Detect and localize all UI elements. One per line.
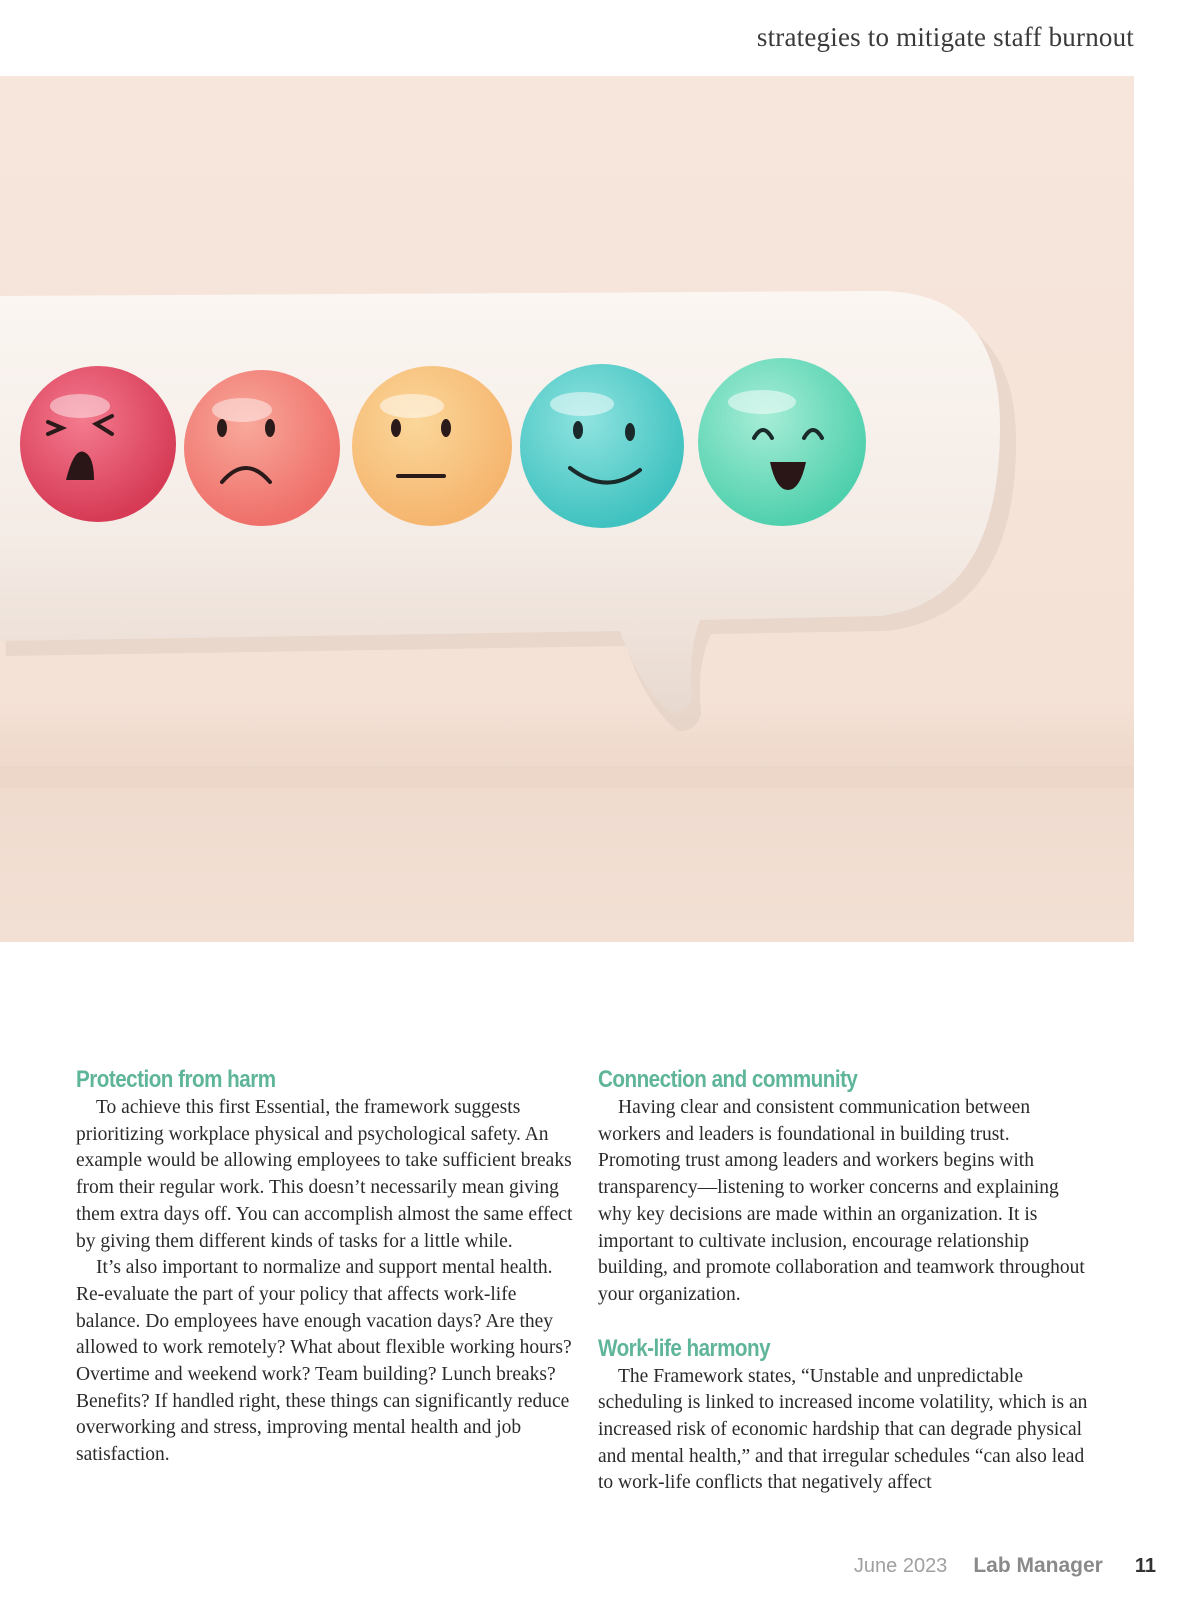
running-head: strategies to mitigate staff burnout bbox=[756, 22, 1134, 52]
paragraph-worklife-1: The Framework states, “Unstable and unpredictable scheduling is linked to increased income volatility, which is an increased risk of economic hardship that can degrade physical and mental health,” and that irregular schedules “can also lead to work-life conflicts that negatively affect bbox=[598, 1365, 1088, 1494]
footer-date: June 2023 bbox=[853, 1555, 948, 1577]
angry-face-icon bbox=[20, 366, 176, 522]
column-left bbox=[76, 1066, 574, 1469]
sad-face-icon bbox=[184, 370, 340, 526]
page-number: 11 bbox=[1134, 1555, 1156, 1577]
column-right bbox=[598, 1066, 1096, 1497]
neutral-face-icon bbox=[352, 366, 512, 526]
heading-protection-from-harm: Protection from harm bbox=[76, 1066, 276, 1093]
paragraph-connection-1: Having clear and consistent communication between workers and leaders is foundational in building trust. Promoting trust among leaders and workers begins with transparency—listening to worker concerns and explaining why key decisions are made within an organization. It is important to cultivate inclusion, encourage relationship building, and promote collaboration and teamwork throughout your organization. bbox=[598, 1097, 1085, 1305]
footer-brand: Lab Manager bbox=[973, 1554, 1103, 1577]
paragraph-protection-2: It’s also important to normalize and support mental health. Re-evaluate the part of your policy that affects work-life balance. Do employees have enough vacation days? Are they allowed to work remotely? What about flexible working hours? Overtime and weekend work? Team building? Lunch breaks? Benefits? If handled right, these things can significantly reduce overworking and stress, improving mental health and job satisfaction. bbox=[76, 1257, 572, 1466]
heading-connection-and-community: Connection and community bbox=[598, 1066, 858, 1093]
hero-image bbox=[0, 76, 1134, 942]
paragraph-protection-1: To achieve this first Essential, the framework suggests prioritizing workplace physical and psychological safety. An example would be allowing employees to take sufficient breaks from their regular work. This doesn’t necessarily mean giving them extra days off. You can accomplish almost the same effect by giving them different kinds of tasks for a little while. bbox=[76, 1097, 573, 1252]
smiling-face-icon bbox=[520, 364, 684, 528]
laughing-face-icon bbox=[698, 358, 866, 526]
page-footer bbox=[854, 1554, 1156, 1578]
heading-work-life-harmony: Work-life harmony bbox=[598, 1334, 771, 1362]
